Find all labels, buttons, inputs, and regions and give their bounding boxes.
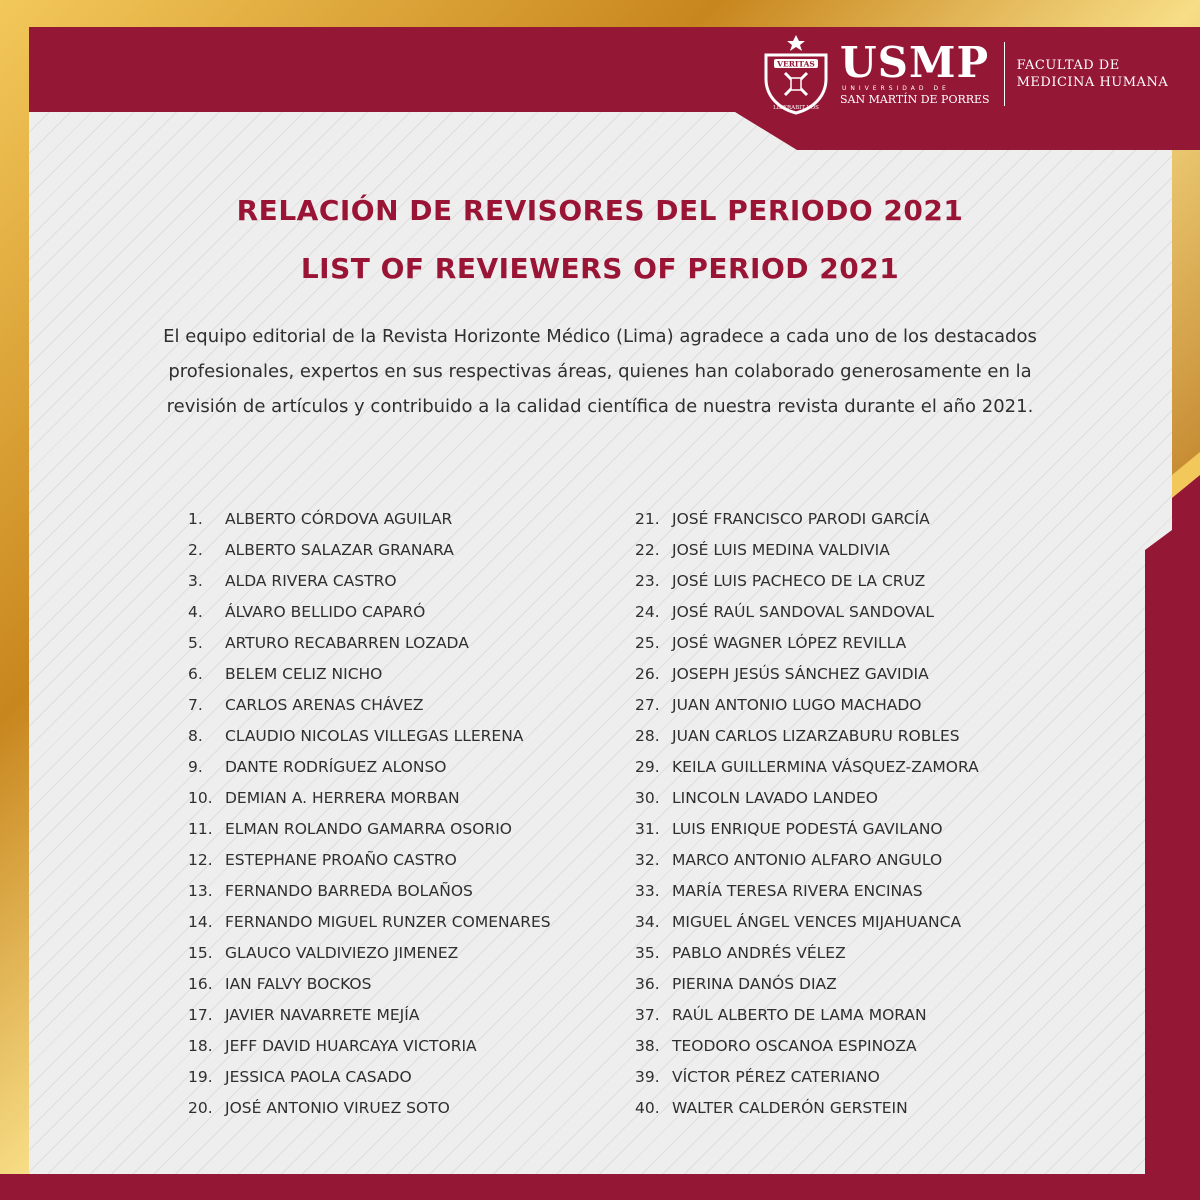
reviewer-name: CARLOS ARENAS CHÁVEZ [225, 696, 424, 714]
reviewer-number: 17. [188, 1006, 213, 1024]
reviewer-item [635, 721, 979, 752]
reviewer-number: 24. [635, 603, 660, 621]
reviewer-number: 32. [635, 851, 660, 869]
reviewer-name: JAVIER NAVARRETE MEJÍA [225, 1006, 420, 1024]
logo-university-name: SAN MARTÍN DE PORRES [840, 93, 990, 106]
reviewer-number: 5. [188, 634, 203, 652]
shield-motto-top: VERITAS [777, 59, 815, 69]
reviewer-list-left [188, 504, 551, 1124]
reviewer-item [635, 814, 979, 845]
logo-university-line: UNIVERSIDAD DE [842, 85, 950, 92]
reviewer-item [635, 938, 979, 969]
reviewer-item [188, 721, 551, 752]
reviewer-name: JOSÉ ANTONIO VIRUEZ SOTO [225, 1099, 450, 1117]
title-spanish: RELACIÓN DE REVISORES DEL PERIODO 2021 [236, 194, 964, 227]
reviewer-item [188, 659, 551, 690]
reviewer-item [188, 1062, 551, 1093]
reviewer-number: 31. [635, 820, 660, 838]
logo-abbreviation: USMP [840, 38, 990, 87]
reviewer-name: DEMIAN A. HERRERA MORBAN [225, 789, 460, 807]
reviewer-name: JOSÉ FRANCISCO PARODI GARCÍA [672, 510, 930, 528]
reviewer-item [188, 845, 551, 876]
reviewer-number: 23. [635, 572, 660, 590]
maroon-right-band [1145, 475, 1200, 1200]
reviewer-name: JUAN CARLOS LIZARZABURU ROBLES [672, 727, 960, 745]
reviewer-name: ÁLVARO BELLIDO CAPARÓ [225, 603, 426, 621]
reviewer-number: 1. [188, 510, 203, 528]
reviewer-name: BELEM CELIZ NICHO [225, 665, 383, 683]
reviewer-number: 26. [635, 665, 660, 683]
reviewer-item [635, 845, 979, 876]
reviewer-number: 12. [188, 851, 213, 869]
title-english: LIST OF REVIEWERS OF PERIOD 2021 [300, 252, 900, 285]
faculty-line-2: MEDICINA HUMANA [1016, 75, 1169, 90]
reviewer-number: 3. [188, 572, 203, 590]
reviewer-name: JUAN ANTONIO LUGO MACHADO [672, 696, 922, 714]
reviewer-item [188, 628, 551, 659]
reviewer-name: GLAUCO VALDIVIEZO JIMENEZ [225, 944, 459, 962]
reviewer-name: ALBERTO CÓRDOVA AGUILAR [225, 510, 453, 528]
reviewer-name: JOSÉ RAÚL SANDOVAL SANDOVAL [672, 603, 934, 621]
reviewer-name: MARÍA TERESA RIVERA ENCINAS [672, 882, 923, 900]
reviewer-number: 29. [635, 758, 660, 776]
reviewer-name: PABLO ANDRÉS VÉLEZ [672, 944, 846, 962]
reviewer-name: LUIS ENRIQUE PODESTÁ GAVILANO [672, 820, 943, 838]
reviewer-item [635, 1031, 979, 1062]
reviewer-number: 39. [635, 1068, 660, 1086]
reviewer-item [188, 690, 551, 721]
reviewer-name: JEFF DAVID HUARCAYA VICTORIA [225, 1037, 477, 1055]
reviewer-item [635, 535, 979, 566]
reviewer-item [188, 566, 551, 597]
reviewer-name: JOSÉ LUIS PACHECO DE LA CRUZ [672, 572, 926, 590]
reviewer-item [188, 535, 551, 566]
logo-divider [1004, 42, 1005, 106]
reviewer-item [188, 752, 551, 783]
reviewer-number: 16. [188, 975, 213, 993]
reviewer-item [188, 938, 551, 969]
reviewer-number: 13. [188, 882, 213, 900]
reviewer-item [188, 907, 551, 938]
reviewer-item [635, 504, 979, 535]
reviewer-number: 38. [635, 1037, 660, 1055]
reviewer-item [635, 1000, 979, 1031]
reviewer-item [635, 969, 979, 1000]
reviewer-item [188, 876, 551, 907]
faculty-line-1: FACULTAD DE [1016, 58, 1120, 73]
reviewer-item [635, 659, 979, 690]
reviewer-item [635, 907, 979, 938]
reviewer-name: MARCO ANTONIO ALFARO ANGULO [672, 851, 943, 869]
reviewer-item [635, 783, 979, 814]
intro-paragraph: El equipo editorial de la Revista Horizonte Médico (Lima) agradece a cada uno de los destacados profesionales, expertos en sus respectivas áreas, quienes han colaborado generosamente en la revisión de artículos y contribuido a la calidad científica de nuestra revista durante el año 2021. [163, 326, 1037, 417]
reviewer-name: PIERINA DANÓS DIAZ [672, 975, 837, 993]
reviewer-number: 34. [635, 913, 660, 931]
reviewer-name: ALBERTO SALAZAR GRANARA [225, 541, 454, 559]
university-shield-icon [760, 33, 832, 115]
reviewer-item [635, 690, 979, 721]
reviewer-item [635, 628, 979, 659]
reviewer-name: JESSICA PAOLA CASADO [225, 1068, 412, 1086]
reviewer-number: 37. [635, 1006, 660, 1024]
reviewer-item [635, 566, 979, 597]
maroon-bottom-band [0, 1174, 1200, 1200]
reviewer-number: 10. [188, 789, 213, 807]
reviewer-number: 2. [188, 541, 203, 559]
reviewer-item [188, 597, 551, 628]
reviewer-name: MIGUEL ÁNGEL VENCES MIJAHUANCA [672, 913, 962, 931]
usmp-logo [760, 34, 1168, 114]
reviewer-item [188, 814, 551, 845]
reviewer-item [188, 1093, 551, 1124]
reviewer-number: 6. [188, 665, 203, 683]
reviewer-item [188, 504, 551, 535]
shield-motto-bottom: LIBERABIT VOS [773, 105, 819, 111]
reviewer-number: 27. [635, 696, 660, 714]
reviewer-name: RAÚL ALBERTO DE LAMA MORAN [672, 1006, 927, 1024]
reviewer-name: JOSÉ WAGNER LÓPEZ REVILLA [672, 634, 907, 652]
reviewer-number: 25. [635, 634, 660, 652]
reviewer-item [635, 1062, 979, 1093]
reviewer-item [635, 876, 979, 907]
reviewer-item [188, 1031, 551, 1062]
reviewer-name: LINCOLN LAVADO LANDEO [672, 789, 878, 807]
reviewer-number: 15. [188, 944, 213, 962]
reviewer-name: TEODORO OSCANOA ESPINOZA [672, 1037, 917, 1055]
reviewer-number: 28. [635, 727, 660, 745]
reviewer-name: CLAUDIO NICOLAS VILLEGAS LLERENA [225, 727, 524, 745]
reviewer-name: ELMAN ROLANDO GAMARRA OSORIO [225, 820, 512, 838]
reviewer-list-right [635, 504, 979, 1124]
reviewer-name: ALDA RIVERA CASTRO [225, 572, 397, 590]
reviewer-item [635, 752, 979, 783]
reviewer-number: 22. [635, 541, 660, 559]
reviewer-name: DANTE RODRÍGUEZ ALONSO [225, 758, 447, 776]
reviewer-name: FERNANDO MIGUEL RUNZER COMENARES [225, 913, 551, 931]
reviewer-name: JOSÉ LUIS MEDINA VALDIVIA [672, 541, 890, 559]
reviewer-number: 7. [188, 696, 203, 714]
reviewer-number: 20. [188, 1099, 213, 1117]
reviewer-number: 21. [635, 510, 660, 528]
reviewer-number: 33. [635, 882, 660, 900]
reviewer-item [188, 969, 551, 1000]
reviewer-number: 35. [635, 944, 660, 962]
reviewer-name: ARTURO RECABARREN LOZADA [225, 634, 469, 652]
reviewer-number: 11. [188, 820, 213, 838]
reviewer-number: 4. [188, 603, 203, 621]
reviewer-number: 30. [635, 789, 660, 807]
reviewer-name: ESTEPHANE PROAÑO CASTRO [225, 851, 457, 869]
reviewer-name: KEILA GUILLERMINA VÁSQUEZ-ZAMORA [672, 758, 979, 776]
reviewer-number: 9. [188, 758, 203, 776]
reviewer-number: 14. [188, 913, 213, 931]
reviewer-name: IAN FALVY BOCKOS [225, 975, 372, 993]
reviewer-name: WALTER CALDERÓN GERSTEIN [672, 1099, 908, 1117]
reviewer-number: 36. [635, 975, 660, 993]
reviewer-number: 19. [188, 1068, 213, 1086]
reviewer-item [188, 1000, 551, 1031]
reviewer-number: 40. [635, 1099, 660, 1117]
reviewer-item [188, 783, 551, 814]
reviewer-item [635, 1093, 979, 1124]
reviewer-number: 18. [188, 1037, 213, 1055]
reviewer-name: FERNANDO BARREDA BOLAÑOS [225, 882, 473, 900]
reviewer-name: JOSEPH JESÚS SÁNCHEZ GAVIDIA [672, 665, 929, 683]
reviewer-number: 8. [188, 727, 203, 745]
reviewer-name: VÍCTOR PÉREZ CATERIANO [672, 1068, 880, 1086]
reviewer-item [635, 597, 979, 628]
